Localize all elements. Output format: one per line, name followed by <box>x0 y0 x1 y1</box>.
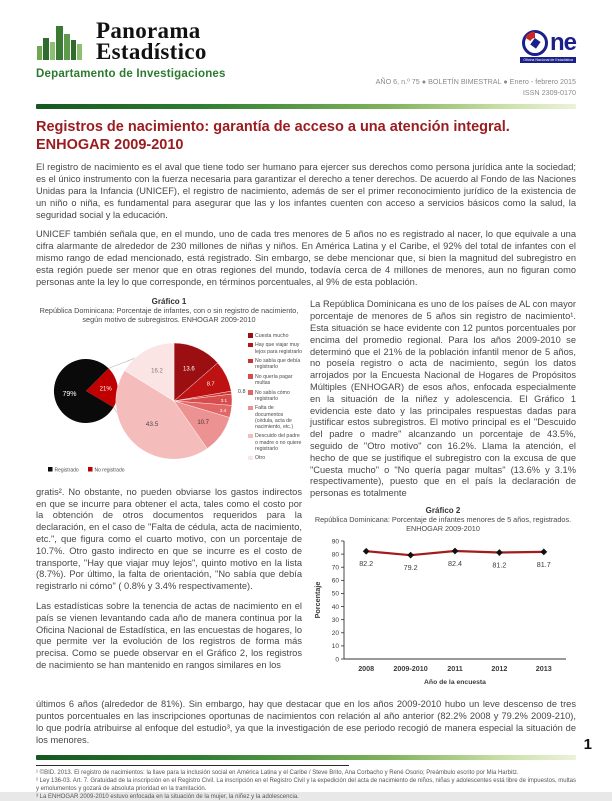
svg-text:70: 70 <box>331 564 339 572</box>
continuation-paragraph: últimos 6 años (alrededor de 81%). Sin embargo, hay que destacar que en los años 2009-2010 hubo un leve descenso de tres puntos porcentuales en las inscripciones oportunas de nacimientos con relación al año anterior (82.2% 2008 y 79.2% 2009-210), lo que podría atribuirse al enfoque del estudio³, ya que la investigación de ese periodo recogió de manera especial la situación de los menores. <box>36 699 576 745</box>
svg-text:60: 60 <box>331 578 339 586</box>
svg-text:81.2: 81.2 <box>492 560 507 570</box>
svg-text:2012: 2012 <box>491 664 508 674</box>
legend-swatch <box>248 390 253 395</box>
svg-text:13.6: 13.6 <box>183 366 195 373</box>
legend-item <box>248 390 302 402</box>
chart2-label: Gráfico 2 <box>425 505 461 515</box>
legend-item <box>248 342 302 354</box>
header-rule <box>36 104 576 109</box>
footer-rule <box>36 755 576 760</box>
chart1-title: República Dominicana: Porcentaje de infantes, con o sin registro de nacimiento, según motivo de subregistros. ENHOGAR 2009-2010 <box>39 306 299 325</box>
issn-label: ISSN 2309-0170 <box>522 88 576 97</box>
footnotes <box>36 769 576 801</box>
legend-item <box>248 455 302 461</box>
svg-text:10.7: 10.7 <box>197 419 210 426</box>
svg-text:3.4: 3.4 <box>219 407 227 413</box>
bar-chart-logo-icon <box>36 16 90 62</box>
legend-swatch <box>248 456 253 461</box>
page-number: 1 <box>583 736 592 753</box>
svg-text:21%: 21% <box>99 386 112 393</box>
svg-text:2011: 2011 <box>447 664 463 674</box>
svg-text:3.1: 3.1 <box>220 397 228 403</box>
one-logo-caption: Oficina Nacional de Estadística <box>520 57 576 63</box>
svg-text:0: 0 <box>335 656 339 664</box>
legend-label: Cuesta mucho <box>255 332 289 339</box>
svg-text:No registrado: No registrado <box>94 467 125 474</box>
svg-text:2008: 2008 <box>358 664 375 674</box>
department-label: Departamento de Investigaciones <box>36 68 226 80</box>
left-column <box>36 297 302 694</box>
masthead <box>36 16 226 80</box>
pie-chart <box>36 329 248 479</box>
svg-text:81.7: 81.7 <box>536 560 551 570</box>
legend-label: Otro <box>255 455 266 462</box>
intro-paragraph-1: El registro de nacimiento es el aval que tiene todo ser humano para ejercer sus derechos como persona jurídica ante la sociedad; es el único instrumento con la fuerza necesaria para garantizar el derecho a tener derechos. De acuerdo al Fondo de las Naciones Unidas para la Infancia (UNICEF), el registro de nacimiento, además de ser el primer reconocimiento jurídico de la existencia de un niño o niña, es fundamental para asegurar que las y los infantes cuenten con acceso a servicios básicos como la salud, la seguridad social y la educación. <box>36 162 576 220</box>
legend-swatch <box>248 359 253 364</box>
svg-text:2013: 2013 <box>535 664 552 674</box>
chart1-block <box>36 297 302 479</box>
legend-swatch <box>248 434 253 439</box>
svg-text:10: 10 <box>331 643 339 651</box>
svg-text:0.8: 0.8 <box>237 388 246 395</box>
legend-label: No sabía cómo registrarlo <box>255 389 290 402</box>
legend-swatch <box>248 406 253 411</box>
masthead-title-line2: Estadístico <box>96 38 207 64</box>
header <box>36 16 576 97</box>
legend-label: Falta de documentos (cédula, acta de nacimiento, etc.) <box>255 405 294 430</box>
line-chart <box>310 533 576 689</box>
svg-text:79%: 79% <box>62 390 77 398</box>
article-title-line2: ENHOGAR 2009-2010 <box>36 136 184 153</box>
chart2-block <box>310 506 576 695</box>
one-logo <box>522 30 576 56</box>
two-column-section <box>36 297 576 694</box>
chart1-label: Gráfico 1 <box>151 297 187 307</box>
legend-label: No quería pagar multas <box>255 373 293 387</box>
right-column <box>310 297 576 694</box>
svg-text:82.4: 82.4 <box>448 559 462 569</box>
svg-text:2009-2010: 2009-2010 <box>393 664 428 674</box>
right-paragraph-1: La República Dominicana es uno de los países de AL con mayor porcentaje de menores de 5 años sin registro de nacimiento¹. Esta situación se hace evidente con 12 puntos porcentuales por encima del promedio regional. Para los años 2009-2010 se determinó que el 21% de la población infantil menor de 5 años, no poseía registro o acta de nacimiento, según los datos arrojados por la Encuesta Nacional de Hogares de Propósitos Múltiples (ENHOGAR) de esos años, enfocada especialmente en la situación de la niñez y adolescencia. El Gráfico 1 evidencia este dato y las principales respuestas dadas para justificar estos subregistros. El motivo principal es el "Descuido del padre o madre" alcanzando un porcentaje de 43.5%, seguido de "Otro motivo" con 16.2%. Llama la atención, el hecho de que se justifique el subregistro con la excusa de que "Cuesta mucho" o "No quería pagar multas" (13.6% y 3.1% respectivamente), puesto que en el país la declaración de personas es totalmente <box>310 299 576 499</box>
masthead-title-line1: Panorama <box>96 17 201 43</box>
svg-text:Porcentaje: Porcentaje <box>313 582 322 619</box>
footnote-1: ¹ ©BID. 2013. El registro de nacimientos: la llave para la inclusión social en América Latina y el Caribe / Steve Brito, Ana Corbacho y René Osorio; Preámbulo escrito por Mia Harbitz. <box>36 769 519 776</box>
legend-swatch <box>248 343 253 348</box>
legend-swatch <box>248 333 253 338</box>
one-logo-text: ne <box>549 29 576 56</box>
svg-text:79.2: 79.2 <box>403 563 418 573</box>
svg-text:30: 30 <box>331 617 339 625</box>
legend-item <box>248 433 302 451</box>
svg-text:40: 40 <box>331 604 339 612</box>
left-paragraph-2: Las estadísticas sobre la tenencia de actas de nacimiento en el país se vienen levantando cada año de manera continua por la Oficina Nacional de Estadística, en las encuestas de hogares, lo que permite ver la evolución de los registros de forma más precisa. Como se puede observar en el Gráfico 2, los registros de nacimiento se han mantenido en rangos similares en los <box>36 601 302 670</box>
svg-text:20: 20 <box>331 630 339 638</box>
svg-text:43.5: 43.5 <box>145 421 159 429</box>
legend-item <box>248 333 302 339</box>
legend-label: Descuido del padre o madre o no quiere registrarlo <box>255 433 302 452</box>
legend-item <box>248 405 302 430</box>
pie-chart-legend <box>248 329 302 479</box>
svg-text:Registrado: Registrado <box>54 467 79 474</box>
legend-swatch <box>248 374 253 379</box>
one-logo-icon <box>522 30 548 56</box>
svg-text:82.2: 82.2 <box>359 559 374 569</box>
svg-text:50: 50 <box>331 591 339 599</box>
legend-item <box>248 358 302 370</box>
article-title <box>36 119 576 154</box>
svg-text:Año de la encuesta: Año de la encuesta <box>424 679 486 687</box>
legend-label: Hay que viajar muy lejos para registrarlo <box>255 342 302 355</box>
footnote-3: ³ La ENHOGAR 2009-2010 estuvo enfocada en la situación de la mujer, la niñez y la adolescencia. <box>36 793 299 800</box>
article-title-line1: Registros de nacimiento: garantía de acceso a una atención integral. <box>36 119 510 135</box>
issue-line: AÑO 6, n.º 75 ● BOLETÍN BIMESTRAL ● Enero - febrero 2015 <box>375 77 576 86</box>
header-right <box>376 30 576 97</box>
intro-paragraph-2: UNICEF también señala que, en el mundo, uno de cada tres menores de 5 años no es registrado al nacer, lo que equivale a una cifra alarmante de alrededor de 230 millones de niñas y niños. En América Latina y el Caribe, el 92% del total de infantes con el mismo rango de edad mencionado, está registrado. Sin embargo, se debe mencionar que, si bien la magnitud del subregistro en esta región puede ser menor que en otras regiones del mundo, todavía cerca de 4 millones de menores, aun no figuran como personas ante la ley lo que corresponde, en términos porcentuales, al 9% de esta población. <box>36 229 576 287</box>
svg-text:8.7: 8.7 <box>206 381 215 388</box>
svg-text:16.2: 16.2 <box>151 368 163 375</box>
masthead-title <box>96 17 207 64</box>
legend-label: No sabía que debía registrarlo <box>255 358 301 371</box>
svg-text:80: 80 <box>331 551 339 559</box>
footnote-separator <box>36 765 349 766</box>
left-paragraph-1: gratis². No obstante, no pueden obviarse los gastos indirectos en que se incurre para obtener el acta, tales como el costo por la obtención de otros documentos requeridos para la declaración, en el caso de "Falta de cédula, acta de nacimiento, etc.", que figura como el cuarto motivo, con un porcentaje de 10.7%. Otro gasto indirecto en que se incurre es el costo de transporte, "Hay que viajar muy lejos", quinto motivo en la lista (8.7%). Por último, la falta de orientación, "No sabía que debía registrarlo ni cómo" ( 0.8% y 3.4% respectivamente). <box>36 486 302 592</box>
footnote-2: ² Ley 136-03. Art. 7. Gratuidad de la inscripción en el Registro Civil. La inscripción en el Registro Civil y la expedición del acta de nacimiento de niños, niñas y adolescentes está libre de impuestos, multas y emolumentos y gozará de absoluta prioridad en la tramitación. <box>36 777 576 792</box>
svg-text:90: 90 <box>331 538 339 546</box>
chart2-title: República Dominicana: Porcentaje de infantes menores de 5 años, registrados. ENHOGAR 2009-2010 <box>314 514 572 533</box>
legend-item <box>248 374 302 386</box>
